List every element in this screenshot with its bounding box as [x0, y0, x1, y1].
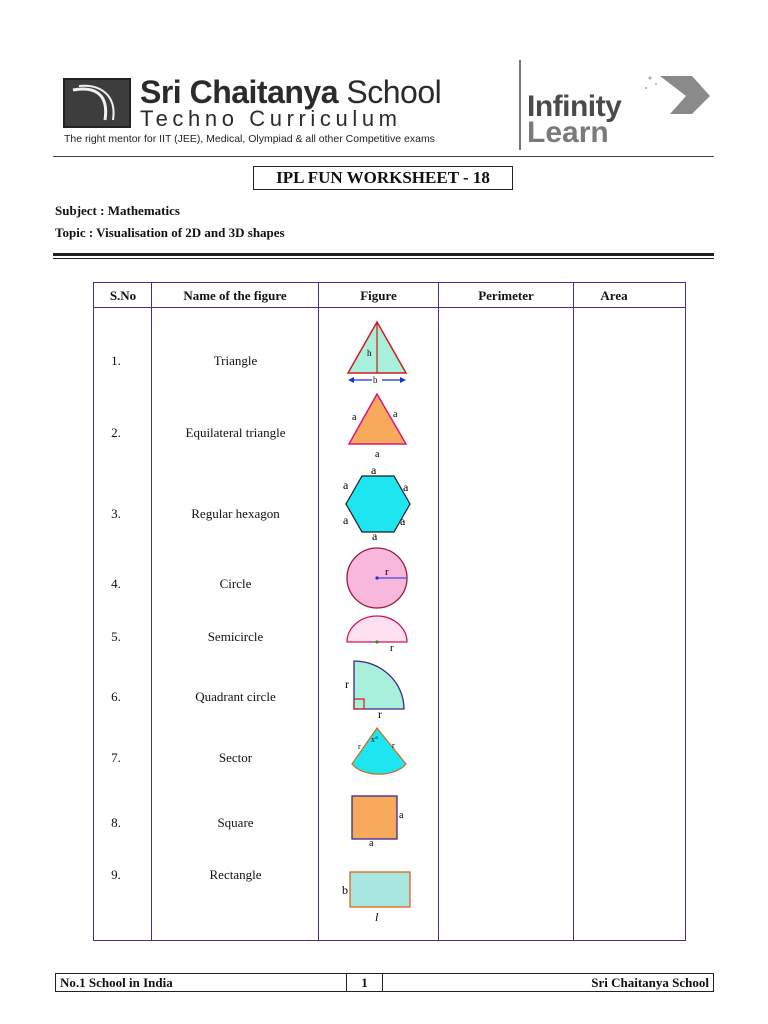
regular-hexagon-figure — [320, 462, 437, 544]
curriculum-name: Techno Curriculum — [140, 106, 402, 131]
rectangle-shape — [350, 872, 410, 907]
brand-infinity: Infinity — [527, 90, 622, 123]
hexagon-lower-right-label: a — [400, 514, 406, 528]
table-divider — [151, 282, 152, 941]
equilateral-triangle-figure — [320, 390, 437, 462]
section-rule-thick — [53, 253, 714, 256]
sector-angle-label: x° — [371, 735, 379, 744]
col-perimeter: Perimeter — [478, 288, 534, 303]
row-name: Equilateral triangle — [185, 425, 286, 440]
circle-figure — [320, 547, 437, 611]
circle-r-label: r — [385, 566, 389, 578]
hexagon-lower-left-label: a — [343, 513, 349, 527]
school-tagline: The right mentor for IIT (JEE), Medical, Olympiad & all other Competitive exams — [64, 133, 435, 145]
hexagon-upper-left-label: a — [343, 478, 349, 492]
header-divider — [519, 60, 521, 150]
square-shape — [352, 796, 397, 839]
hexagon-upper-right-label: a — [403, 480, 409, 494]
header-rule — [53, 156, 714, 157]
semicircle-r-label: r — [390, 642, 394, 654]
row-sno: 3. — [111, 506, 121, 521]
row-sno: 8. — [111, 815, 121, 830]
row-name: Circle — [219, 576, 252, 591]
row-sno: 1. — [111, 353, 121, 368]
section-rule-thin — [53, 258, 714, 259]
equilateral-right-label: a — [393, 409, 398, 420]
semicircle-figure — [320, 612, 437, 656]
footer-right: Sri Chaitanya School — [591, 975, 709, 990]
row-sno: 5. — [111, 629, 121, 644]
topic-line: Topic : Visualisation of 2D and 3D shapes — [55, 225, 285, 240]
triangle-b-label: b — [373, 375, 378, 385]
triangle-figure — [320, 318, 437, 390]
col-name: Name of the figure — [183, 288, 287, 303]
sector-right-label: r — [392, 741, 395, 750]
row-name: Square — [217, 815, 254, 830]
row-sno: 7. — [111, 750, 121, 765]
square-bottom-label: a — [369, 838, 374, 849]
hexagon-bottom-label: a — [372, 529, 378, 543]
row-sno: 2. — [111, 425, 121, 440]
square-right-label: a — [399, 810, 404, 821]
quadrant-left-label: r — [345, 677, 349, 691]
row-name: Semicircle — [207, 629, 264, 644]
row-name: Triangle — [213, 353, 258, 368]
sector-shape — [352, 728, 406, 774]
quadrant-shape — [354, 661, 404, 709]
arrow-right-icon — [400, 377, 406, 383]
row-sno: 9. — [111, 867, 121, 882]
row-sno: 6. — [111, 689, 121, 704]
page-number: 1 — [346, 974, 383, 991]
equilateral-left-label: a — [352, 412, 357, 423]
page-footer — [55, 973, 714, 992]
row-name: Sector — [218, 750, 253, 765]
row-name: Rectangle — [209, 867, 262, 882]
circle-center-dot — [375, 576, 378, 579]
school-name: Sri Chaitanya School — [140, 74, 442, 110]
table-divider — [438, 282, 439, 941]
quadrant-circle-figure — [320, 657, 437, 721]
equilateral-bottom-label: a — [375, 449, 380, 460]
col-figure: Figure — [360, 288, 397, 303]
row-name: Quadrant circle — [195, 689, 276, 704]
sector-figure — [320, 724, 437, 782]
brand-learn: Learn — [527, 116, 609, 149]
table-divider — [318, 282, 319, 941]
worksheet-title: IPL FUN WORKSHEET - 18 — [253, 166, 513, 190]
semicircle-center-dot — [375, 640, 378, 643]
rectangle-bottom-label: l — [375, 910, 379, 924]
logo-swoosh-icon — [65, 80, 129, 126]
brand-chevron-icon — [640, 70, 712, 116]
arrow-left-icon — [348, 377, 354, 383]
row-name: Regular hexagon — [191, 506, 280, 521]
school-logo — [63, 78, 131, 128]
table-divider — [573, 282, 574, 941]
subject-line: Subject : Mathematics — [55, 203, 180, 218]
rectangle-figure — [320, 869, 437, 925]
quadrant-bottom-label: r — [378, 707, 382, 721]
sector-left-label: r — [358, 742, 361, 751]
hexagon-top-label: a — [371, 463, 377, 477]
semicircle-shape — [347, 616, 407, 642]
square-figure — [320, 793, 437, 853]
footer-left: No.1 School in India — [60, 975, 173, 990]
col-sno: S.No — [109, 288, 137, 303]
col-area: Area — [600, 288, 628, 303]
rectangle-left-label: b — [342, 883, 348, 897]
table-header-rule — [93, 307, 686, 308]
triangle-h-label: h — [367, 348, 372, 358]
row-sno: 4. — [111, 576, 121, 591]
